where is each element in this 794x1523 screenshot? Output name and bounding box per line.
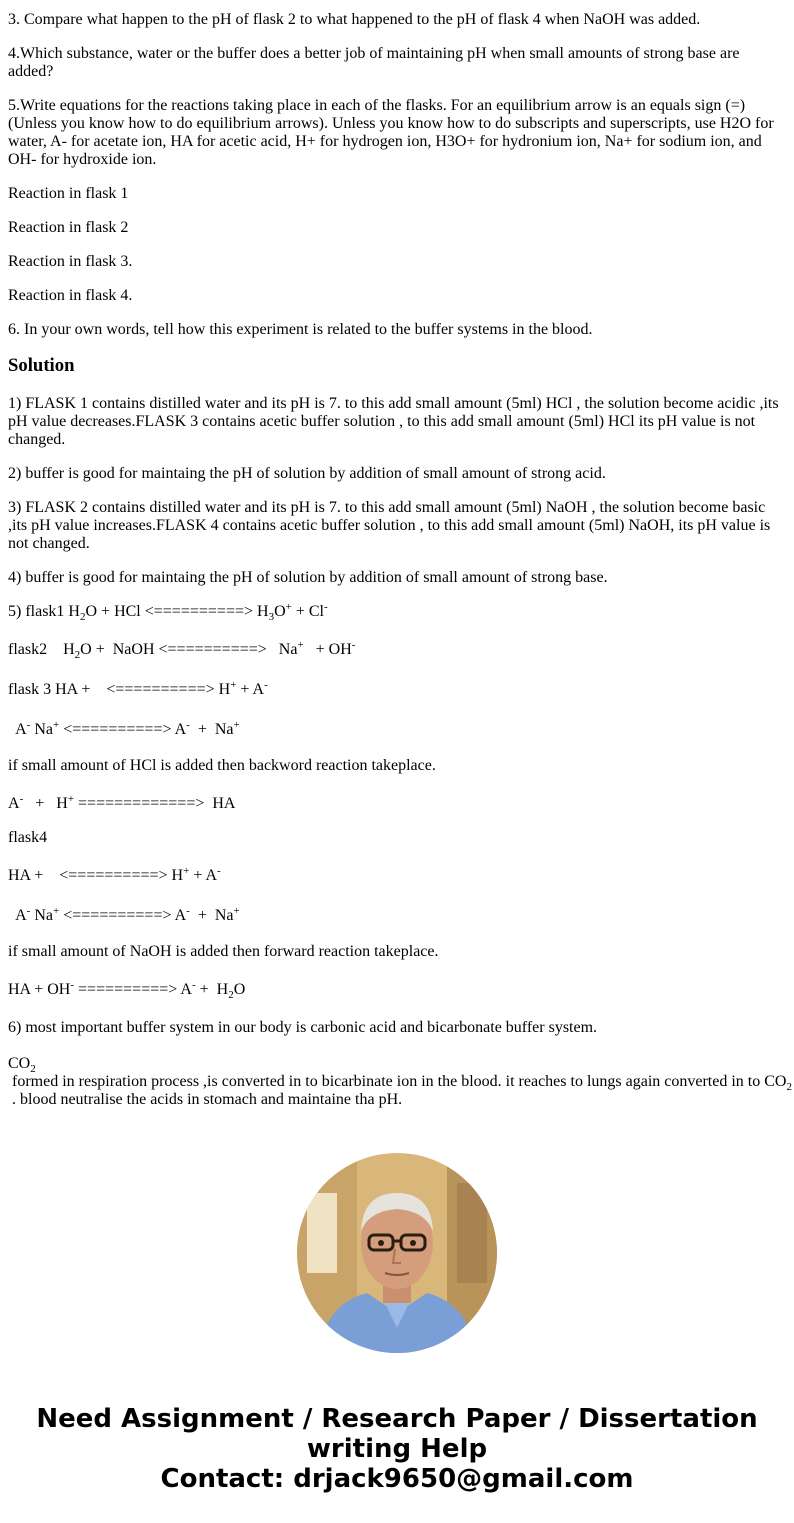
equation-sodium-acetate-1: A- Na+ <==========> A- + Na+ <box>8 719 240 738</box>
solution-heading: Solution <box>8 355 75 376</box>
equation-flask-3: flask 3 HA + <==========> H+ + A- <box>8 679 268 698</box>
answer-3: 3) FLASK 2 contains distilled water and its pH is 7. to this add small amount (5ml) NaOH , the solution become basic ,its pH value increases.FLASK 4 contains acetic buffer solution , to this add small amount (5ml) NaOH, its pH value is not changed. <box>8 499 771 552</box>
question-5: 5.Write equations for the reactions taking place in each of the flasks. For an equilibrium arrow is an equals sign (=) (Unless you know how to do equilibrium arrows). Unless you know how to do subscripts and superscripts, use H2O for water, A- for acetate ion, HA for acetic acid, H+ for hydrogen ion, H3O+ for hydronium ion, Na+ for sodium ion, and OH- for hydroxide ion. <box>8 97 774 168</box>
co2-explanation: $CO_2$ formed in respiration process ,is converted in to bicarbinate ion in the blood. it reaches to lungs again converted in to $CO_2$ . blood neutralise the acids in stomach and maintaine tha pH. <box>8 1055 792 1108</box>
equation-flask-2: flask2 $H_2O$ + NaOH <==========> Na+ + OH- <box>8 639 356 661</box>
note-hcl: if small amount of HCl is added then backword reaction takeplace. <box>8 757 436 774</box>
footer-help-text: Need Assignment / Research Paper / Dissertation writing Help <box>36 1404 758 1464</box>
reaction-flask-1: Reaction in flask 1 <box>8 185 129 202</box>
footer-contact-text: Contact: drjack9650@gmail.com <box>160 1464 634 1494</box>
note-naoh: if small amount of NaOH is added then forward reaction takeplace. <box>8 943 439 960</box>
answer-2: 2) buffer is good for maintaing the pH of solution by addition of small amount of strong acid. <box>8 465 606 482</box>
question-3: 3. Compare what happen to the pH of flask 2 to what happened to the pH of flask 4 when NaOH was added. <box>8 11 701 28</box>
flask-4-label: flask4 <box>8 829 48 846</box>
question-4: 4.Which substance, water or the buffer does a better job of maintaining pH when small amounts of strong base are added? <box>8 45 740 80</box>
equation-flask-1: 5) flask1 $H_2O$ + HCl <==========> $H_3O^+ + Cl^-$ <box>8 601 328 623</box>
answer-1: 1) FLASK 1 contains distilled water and its pH is 7. to this add small amount (5ml) HCl , the solution become acidic ,its pH value decreases.FLASK 3 contains acetic buffer solution , to this add small amount (5ml) HCl its pH value is not changed. <box>8 395 779 448</box>
equation-forward: HA + OH- ==========> $A^- + H_2O$ <box>8 979 246 1001</box>
equation-sodium-acetate-2: A- Na+ <==========> A- + Na+ <box>8 905 240 924</box>
answer-4: 4) buffer is good for maintaing the pH of solution by addition of small amount of strong base. <box>8 569 608 586</box>
reaction-flask-4: Reaction in flask 4. <box>8 287 133 304</box>
equation-backward: A- + H+ =============> HA <box>8 793 236 812</box>
answer-6: 6) most important buffer system in our body is carbonic acid and bicarbonate buffer system. <box>8 1019 598 1036</box>
reaction-flask-3: Reaction in flask 3. <box>8 253 133 270</box>
equation-flask-4: HA + <==========> H+ + A- <box>8 865 221 884</box>
person-photo-icon <box>297 1153 497 1353</box>
footer-banner <box>0 1404 794 1494</box>
author-avatar <box>297 1153 497 1353</box>
reaction-flask-2: Reaction in flask 2 <box>8 219 129 236</box>
question-6: 6. In your own words, tell how this experiment is related to the buffer systems in the blood. <box>8 321 593 338</box>
